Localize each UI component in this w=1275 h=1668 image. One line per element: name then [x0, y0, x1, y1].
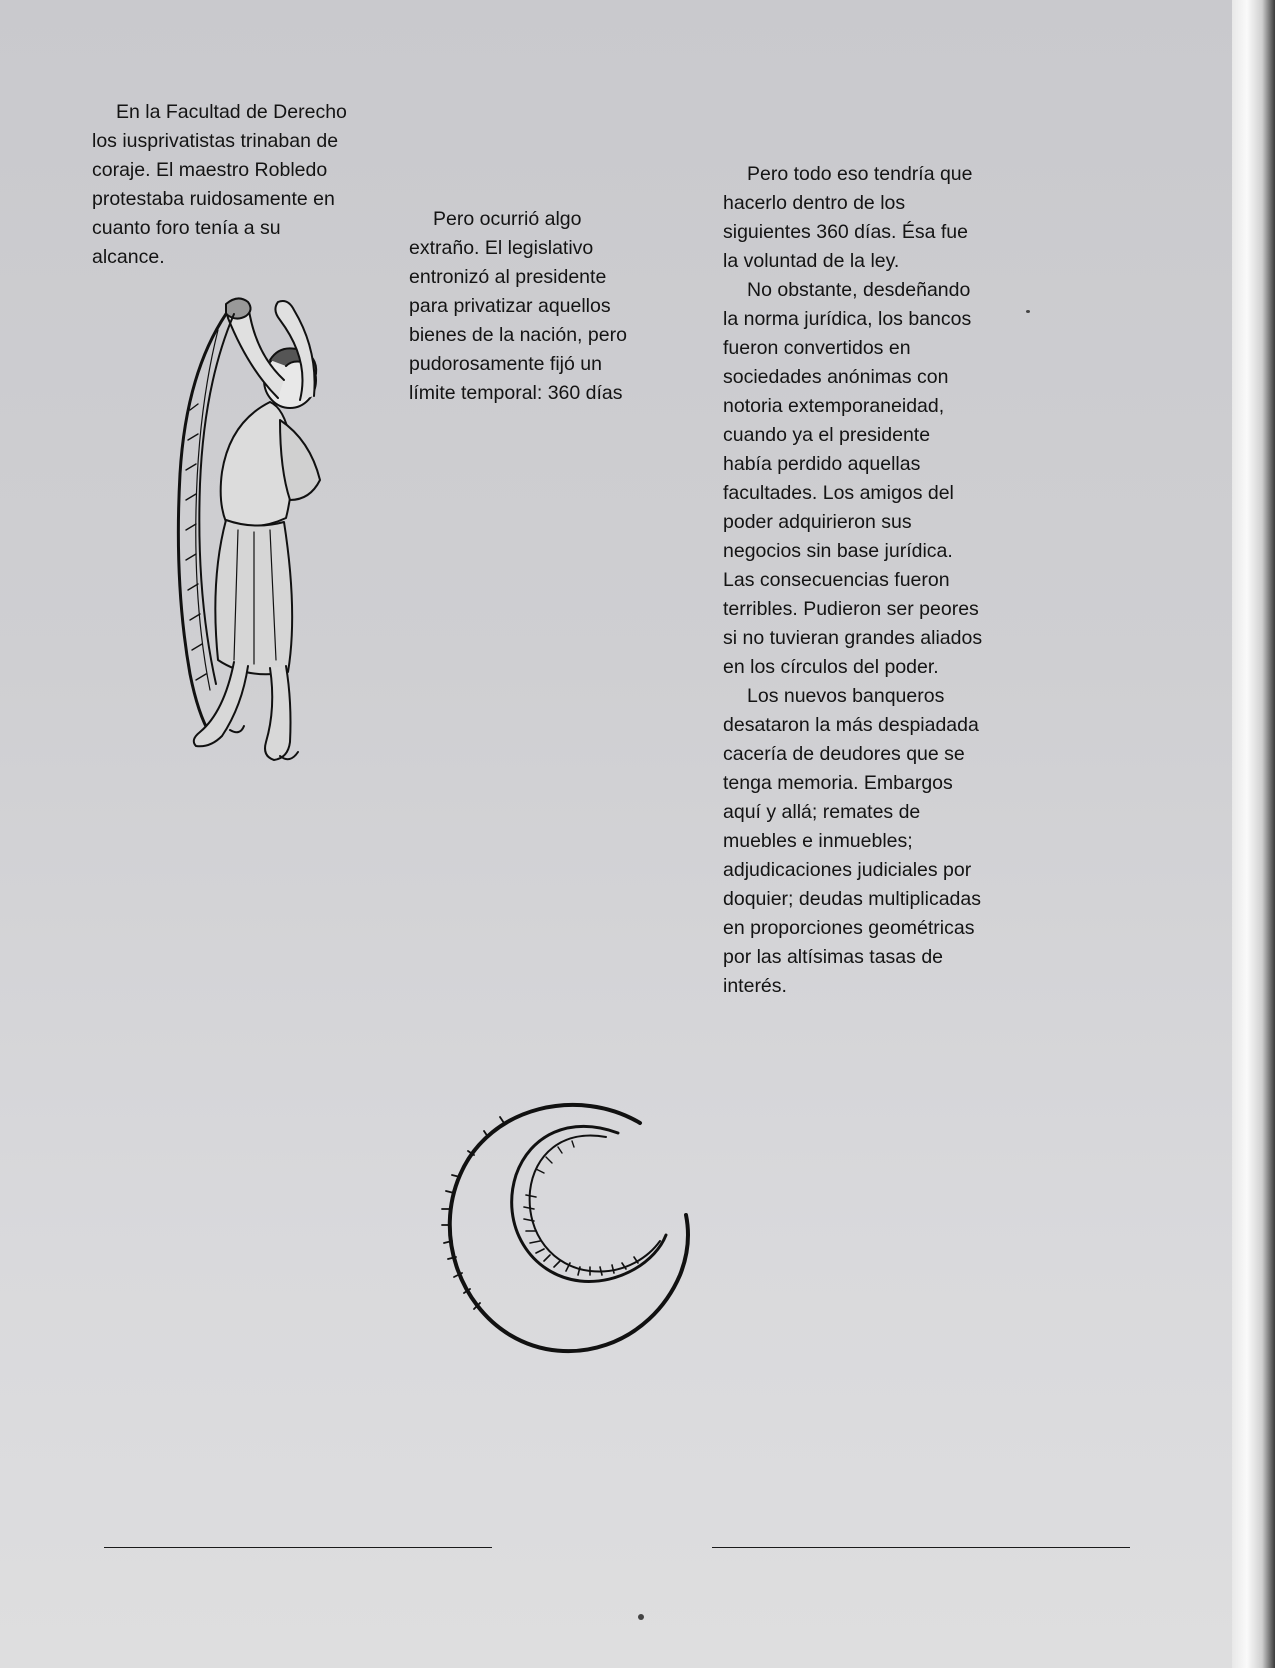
ink-speck [1026, 310, 1030, 313]
paragraph: Pero ocurrió algo extraño. El legislativo entronizó al presidente para privatizar aquellos bienes de la nación, pero pudorosamente fijó un límite temporal: 360 días [409, 208, 627, 404]
dancing-figure-illustration [130, 290, 350, 780]
book-spine-edge [1232, 0, 1275, 1668]
paragraph: No obstante, desdeñando la norma jurídica, los bancos fueron convertidos en sociedades anónimas con notoria extemporaneidad, cuando ya el presidente había perdido aquellas facultades. Los amigos del poder adquirieron sus negocios sin base jurídica. Las consecuencias fueron terribles. Pudieron ser peores si no tuvieran grandes aliados en los círculos del poder. [723, 279, 983, 678]
paragraph: En la Facultad de Derecho los iusprivatistas trinaban de coraje. El maestro Robledo protestaba ruidosamente en cuanto foro tenía a su alcance. [92, 101, 347, 268]
footer-rule-left [104, 1547, 492, 1548]
crescent-moon-illustration [430, 1095, 715, 1370]
ink-speck [638, 1614, 644, 1620]
text-column-middle [409, 205, 649, 408]
paragraph: Pero todo eso tendría que hacerlo dentro de los siguientes 360 días. Ésa fue la voluntad de la ley. [723, 163, 973, 272]
paragraph: Los nuevos banqueros desataron la más despiadada cacería de deudores que se tenga memoria. Embargos aquí y allá; remates de muebles e inmuebles; adjudicaciones judiciales por doquier; deudas multiplicadas en proporciones geométricas por las altísimas tasas de interés. [723, 685, 981, 997]
text-column-left [92, 98, 352, 272]
footer-rule-right [712, 1547, 1130, 1548]
text-column-right [723, 160, 983, 1001]
